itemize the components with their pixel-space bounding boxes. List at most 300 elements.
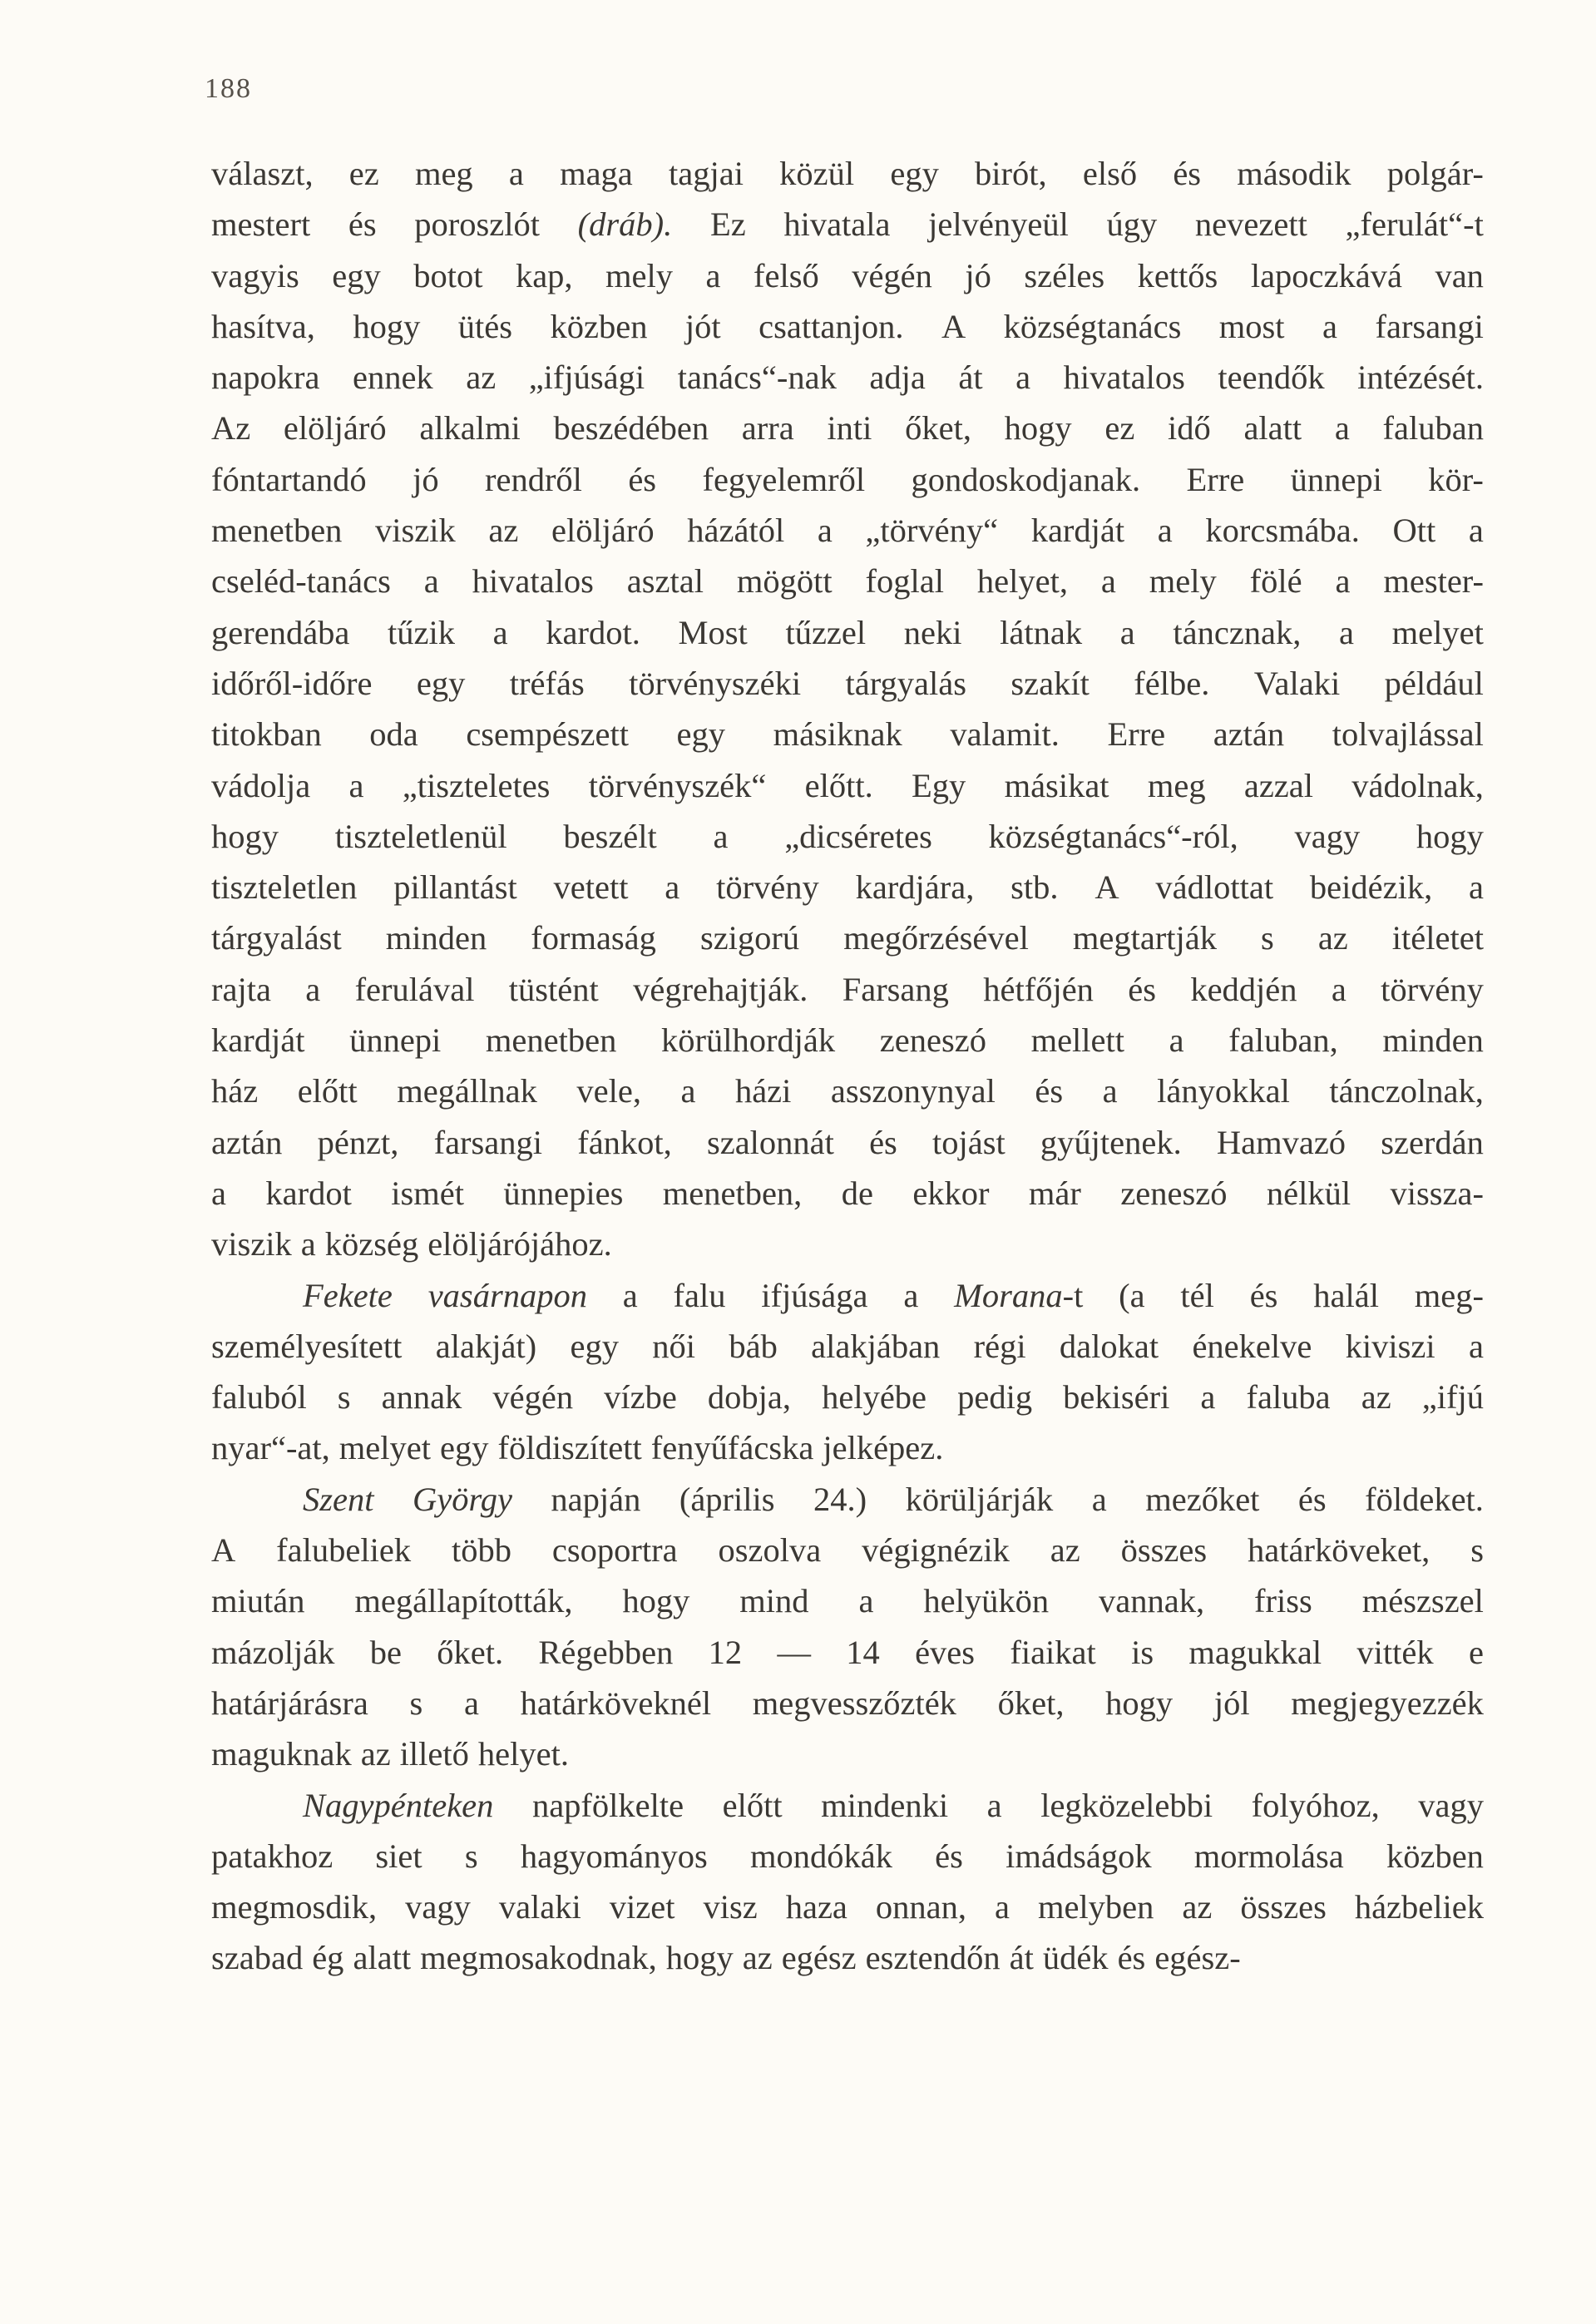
word: az: [742, 1939, 773, 1977]
word: is: [1131, 1633, 1154, 1671]
word: aztán: [211, 1123, 283, 1161]
word: keddjén: [1190, 970, 1297, 1008]
word: megjegyezzék: [1291, 1684, 1484, 1722]
word: látnak: [1000, 613, 1083, 651]
word: polgár-: [1386, 155, 1484, 192]
word: őket,: [997, 1684, 1065, 1722]
word: ez: [1104, 409, 1135, 447]
word: dalokat: [1059, 1327, 1159, 1365]
italic-term: vasárnapon: [427, 1276, 587, 1314]
word: kettős: [1137, 256, 1218, 294]
word: ez: [348, 155, 379, 192]
word: a: [1119, 613, 1135, 651]
word: az: [466, 358, 497, 397]
text-line: [211, 1015, 1484, 1066]
word: „ifjúsági: [528, 358, 645, 397]
paragraph: [211, 1780, 1484, 1984]
text-line: [211, 1575, 1484, 1626]
italic-term: Nagypénteken: [303, 1786, 494, 1824]
text-line: [211, 352, 1484, 403]
word: aztán: [1213, 715, 1285, 754]
word: első: [1082, 155, 1138, 192]
word: éves: [915, 1633, 976, 1671]
word: esztendőn: [865, 1939, 1001, 1977]
word: faluba: [1246, 1378, 1331, 1417]
word: mázolják: [211, 1633, 335, 1671]
word: magukkal: [1188, 1633, 1322, 1671]
word: tanács“-nak: [677, 358, 837, 397]
word: itéletet: [1391, 919, 1484, 957]
text-line: [211, 1474, 1484, 1525]
word: vagy: [405, 1888, 471, 1926]
word: táncznak,: [1173, 613, 1302, 651]
text-line: [211, 1881, 1484, 1932]
word: cseléd-tanács: [211, 562, 391, 601]
text-line: [211, 148, 1484, 199]
word: a: [1468, 512, 1484, 550]
word: tüstént: [508, 970, 599, 1008]
text-line: [211, 1525, 1484, 1575]
word: meg-: [1414, 1276, 1484, 1314]
text-line: [211, 862, 1484, 912]
word: határköveknél: [520, 1684, 712, 1722]
word: jelképez.: [823, 1429, 944, 1467]
word: viszik: [375, 512, 456, 550]
word: át: [1009, 1939, 1034, 1977]
word: Egy: [912, 766, 966, 804]
word: vagy: [1418, 1786, 1484, 1824]
word: tárgyalás: [845, 664, 966, 702]
word: mellett: [1030, 1021, 1125, 1060]
word: és: [1297, 1480, 1327, 1518]
word: a: [305, 970, 321, 1008]
word: a: [348, 766, 364, 804]
word: alkalmi: [419, 409, 521, 447]
text-line: [211, 301, 1484, 352]
word: alakját): [435, 1327, 537, 1365]
word: csattanjon.: [758, 307, 904, 345]
word: ünnepi: [1290, 460, 1382, 498]
word: fölé: [1249, 562, 1302, 601]
word: mészszel: [1361, 1582, 1484, 1620]
word: házbeliek: [1354, 1888, 1484, 1926]
word: ünnepi: [349, 1021, 442, 1060]
word: és: [935, 1837, 963, 1875]
paragraph: [211, 148, 1484, 1270]
text-line: [211, 1678, 1484, 1728]
word: a: [508, 155, 524, 192]
word: mely: [1149, 562, 1217, 601]
text-line: [211, 250, 1484, 301]
word: földeket.: [1365, 1480, 1484, 1518]
word: megőrzésével: [843, 919, 1029, 957]
word: meg: [1147, 766, 1206, 804]
text-line: [211, 1422, 1484, 1473]
word: patakhoz: [211, 1837, 334, 1875]
word: beszélt: [563, 817, 657, 855]
word: tagjai: [668, 155, 744, 192]
word: végén: [852, 256, 932, 294]
word: őket.: [437, 1633, 504, 1671]
word: minden: [385, 919, 487, 957]
word: szalonnát: [706, 1123, 834, 1161]
word: és: [1117, 1939, 1146, 1977]
word: egész-: [1154, 1939, 1241, 1977]
word: hivatalos: [472, 562, 594, 601]
word: menetben: [211, 512, 343, 550]
word: napján: [551, 1480, 641, 1518]
word: tárgyalást: [211, 919, 342, 957]
word: asztal: [626, 562, 704, 601]
word: tél: [1180, 1276, 1214, 1314]
body-text: [211, 148, 1484, 1984]
word: törvény: [1381, 970, 1484, 1008]
word: másikat: [1004, 766, 1109, 804]
word: hogy: [1004, 409, 1072, 447]
word: át: [958, 358, 983, 397]
word: neki: [903, 613, 962, 651]
word: a: [622, 1276, 638, 1314]
word: vádlottat: [1155, 868, 1274, 907]
word: elöljáró: [551, 512, 655, 550]
word: mind: [739, 1582, 809, 1620]
word: egy: [676, 715, 726, 754]
word: és: [1249, 1276, 1278, 1314]
word: gerendába: [211, 613, 350, 651]
text-line: [211, 607, 1484, 658]
word: összes: [1120, 1531, 1208, 1570]
word: széles: [1024, 256, 1105, 294]
word: minden: [1382, 1021, 1484, 1060]
word: és: [1128, 970, 1156, 1008]
italic-term: (dráb).: [577, 205, 673, 244]
word: házától: [687, 512, 785, 550]
word: s: [337, 1378, 351, 1417]
word: beszédében: [553, 409, 709, 447]
word: siet: [375, 1837, 422, 1875]
word: hivatala: [783, 205, 891, 244]
word: közben: [1386, 1837, 1484, 1875]
text-line: [211, 556, 1484, 606]
word: oszolva: [718, 1531, 822, 1570]
word: vannak,: [1099, 1582, 1205, 1620]
text-line: [211, 1066, 1484, 1116]
word: az: [360, 1735, 391, 1773]
word: a: [1468, 1327, 1484, 1365]
word: földiszített: [497, 1429, 642, 1467]
word: vagyis: [211, 256, 299, 294]
word: községtanács“-ról,: [988, 817, 1238, 855]
word: a: [986, 1786, 1002, 1824]
text-line: [211, 1932, 1484, 1983]
text-line: [211, 454, 1484, 505]
word: egy: [570, 1327, 619, 1365]
word: vitték: [1356, 1633, 1434, 1671]
word: falubeliek: [276, 1531, 412, 1570]
word: megtartják: [1072, 919, 1218, 957]
word: napfölkelte: [531, 1786, 684, 1824]
word: A: [941, 307, 966, 345]
word: és: [348, 205, 377, 244]
word: és: [1035, 1072, 1064, 1110]
word: például: [1384, 664, 1484, 702]
word: ekkor: [912, 1174, 990, 1212]
word: helyet.: [477, 1735, 570, 1773]
word: a: [492, 613, 508, 651]
word: a: [300, 1225, 316, 1263]
word: 24.): [813, 1480, 867, 1518]
word: másiknak: [773, 715, 902, 754]
word: község: [324, 1225, 419, 1263]
word: egy: [890, 155, 939, 192]
word: mestert: [211, 205, 311, 244]
word: kardot: [265, 1174, 352, 1212]
word: [303, 1780, 493, 1831]
word: azzal: [1243, 766, 1314, 804]
word: tiszteletlenül: [334, 817, 507, 855]
word: a: [858, 1582, 874, 1620]
word: —: [777, 1633, 811, 1671]
word: szerdán: [1381, 1123, 1484, 1161]
word: a: [1091, 1480, 1107, 1518]
text-line: [211, 1168, 1484, 1219]
word: legközelebbi: [1040, 1786, 1213, 1824]
word: a: [665, 868, 680, 907]
word: „dicséretes: [784, 817, 932, 855]
text-line: [211, 1372, 1484, 1422]
word: s: [409, 1684, 423, 1722]
word: a: [713, 817, 729, 855]
word: hasítva,: [211, 307, 315, 345]
word: botot: [413, 256, 483, 294]
word: poroszlót: [414, 205, 541, 244]
word: vele,: [576, 1072, 641, 1110]
word: tojást: [931, 1123, 1006, 1161]
word: az: [488, 512, 519, 550]
word: helyet,: [976, 562, 1068, 601]
word: rendről: [484, 460, 582, 498]
word: pedig: [957, 1378, 1033, 1417]
word: szakít: [1010, 664, 1090, 702]
text-line: [211, 199, 1484, 250]
word: végrehajtják.: [633, 970, 808, 1008]
word: s: [464, 1837, 478, 1875]
word: 12: [708, 1633, 743, 1671]
word: megállnak: [397, 1072, 537, 1110]
word: a: [705, 256, 721, 294]
word: Valaki: [1253, 664, 1341, 702]
word: a: [464, 1684, 479, 1722]
word: és: [1173, 155, 1202, 192]
word: félbe.: [1134, 664, 1210, 702]
word: stb.: [1010, 868, 1059, 907]
word: be: [369, 1633, 402, 1671]
word: viszik: [211, 1225, 292, 1263]
word: imádságok: [1006, 1837, 1152, 1875]
word: időről-időre: [211, 664, 373, 702]
text-line: [211, 760, 1484, 811]
word: farsangi: [433, 1123, 543, 1161]
word: egy: [332, 256, 381, 294]
word: vissza-: [1390, 1174, 1484, 1212]
word: lányokkal: [1157, 1072, 1290, 1110]
word: ennek: [352, 358, 433, 397]
word: a: [817, 512, 833, 550]
word: az: [1317, 919, 1348, 957]
word: törvényszék“: [588, 766, 767, 804]
word: [578, 199, 673, 250]
word: tánczolnak,: [1329, 1072, 1484, 1110]
word: folyóhoz,: [1251, 1786, 1380, 1824]
text-line: [211, 709, 1484, 759]
word: rajta: [211, 970, 271, 1008]
word: hogy: [211, 817, 279, 855]
word: halál: [1313, 1276, 1379, 1314]
word: énekelve: [1192, 1327, 1312, 1365]
text-line: [211, 964, 1484, 1015]
word: a: [994, 1888, 1010, 1926]
word: a: [1339, 613, 1355, 651]
word: jól: [1213, 1684, 1250, 1722]
word: már: [1028, 1174, 1081, 1212]
word: felső: [753, 256, 819, 294]
word: Most: [678, 613, 748, 651]
word: kiviszi: [1345, 1327, 1435, 1365]
word: fiaikat: [1010, 1633, 1096, 1671]
word: és: [628, 460, 657, 498]
word: üdék: [1042, 1939, 1109, 1977]
word: melyet: [338, 1429, 431, 1467]
word: ütés: [457, 307, 513, 345]
word: A: [1094, 868, 1119, 907]
word: oda: [369, 715, 418, 754]
word: megvesszőzték: [752, 1684, 956, 1722]
word: a: [1157, 512, 1173, 550]
word: a: [1331, 970, 1346, 1008]
text-line: [211, 1627, 1484, 1678]
word: mormolása: [1193, 1837, 1344, 1875]
word: tréfás: [509, 664, 585, 702]
word: közben: [550, 307, 648, 345]
paragraph: [211, 1270, 1484, 1474]
word: fegyelemről: [702, 460, 866, 498]
word: titokban: [211, 715, 322, 754]
word: foglal: [865, 562, 944, 601]
text-line: [211, 658, 1484, 709]
word: nevezett: [1194, 205, 1307, 244]
word: pénzt,: [317, 1123, 399, 1161]
word: csoportra: [551, 1531, 678, 1570]
word: mondókák: [749, 1837, 892, 1875]
word: összes: [1240, 1888, 1327, 1926]
word: vádolja: [211, 766, 311, 804]
word: kardját: [211, 1021, 305, 1060]
word: fóntartandó: [211, 460, 367, 498]
word: régi: [973, 1327, 1026, 1365]
word: tűzzel: [785, 613, 867, 651]
word: az: [1182, 1888, 1213, 1926]
word: helyébe: [822, 1378, 927, 1417]
word: körüljárják: [905, 1480, 1054, 1518]
text-line: [211, 505, 1484, 556]
word: több: [451, 1531, 511, 1570]
word: de: [841, 1174, 873, 1212]
word: intézését.: [1357, 358, 1484, 397]
word: elöljárójához.: [427, 1225, 612, 1263]
word: adja: [869, 358, 926, 397]
word: [428, 1270, 587, 1321]
word: elöljáró: [283, 409, 387, 447]
word: a: [1469, 868, 1484, 907]
word: és: [869, 1123, 897, 1161]
word: ifjúsága: [761, 1276, 868, 1314]
word: kardot.: [546, 613, 640, 651]
word: nyar“-at,: [211, 1429, 330, 1467]
word: hogy: [1416, 817, 1484, 855]
word: törvényszéki: [629, 664, 802, 702]
word: [413, 1474, 512, 1525]
text-line: [211, 403, 1484, 453]
word: hagyományos: [520, 1837, 708, 1875]
word: ház: [211, 1072, 259, 1110]
word: kap,: [515, 256, 573, 294]
word: jó: [965, 256, 991, 294]
word: teendők: [1218, 358, 1325, 397]
word: a: [903, 1276, 919, 1314]
word: 14: [846, 1633, 880, 1671]
word: (április: [679, 1480, 775, 1518]
word: kardjára,: [855, 868, 975, 907]
word: „tiszteletes: [402, 766, 551, 804]
word: fenyűfácska: [650, 1429, 814, 1467]
word: „ifjú: [1421, 1378, 1484, 1417]
word: s: [1261, 919, 1274, 957]
word: mester-: [1383, 562, 1484, 601]
word: a: [1169, 1021, 1184, 1060]
word: községtanács: [1003, 307, 1182, 345]
word: szabad: [211, 1939, 304, 1977]
italic-term: Szent: [303, 1480, 374, 1518]
word: visz: [703, 1888, 758, 1926]
word: törvény: [716, 868, 819, 907]
word: Morana-t: [954, 1276, 1084, 1314]
word: arra: [741, 409, 794, 447]
word: tűzik: [388, 613, 456, 651]
text-line: [211, 1780, 1484, 1831]
word: a: [1322, 307, 1338, 345]
word: a: [211, 1174, 226, 1212]
word: mindenki: [821, 1786, 949, 1824]
word: Farsang: [842, 970, 949, 1008]
word: haza: [785, 1888, 847, 1926]
word: második: [1237, 155, 1351, 192]
word: idő: [1168, 409, 1211, 447]
word: megállapították,: [354, 1582, 573, 1620]
word: gyűjtenek.: [1040, 1123, 1182, 1161]
word: „ferulát“-t: [1345, 205, 1484, 244]
word: vádolnak,: [1351, 766, 1484, 804]
word: egész: [781, 1939, 857, 1977]
word: beidézik,: [1309, 868, 1433, 907]
word: asszonynyal: [830, 1072, 996, 1110]
word: friss: [1254, 1582, 1312, 1620]
italic-term: Fekete: [303, 1276, 393, 1314]
word: farsangi: [1375, 307, 1484, 345]
paragraph: [211, 1474, 1484, 1780]
word: vagy: [1294, 817, 1361, 855]
word: lapoczkává: [1250, 256, 1402, 294]
text-line: [211, 1321, 1484, 1372]
